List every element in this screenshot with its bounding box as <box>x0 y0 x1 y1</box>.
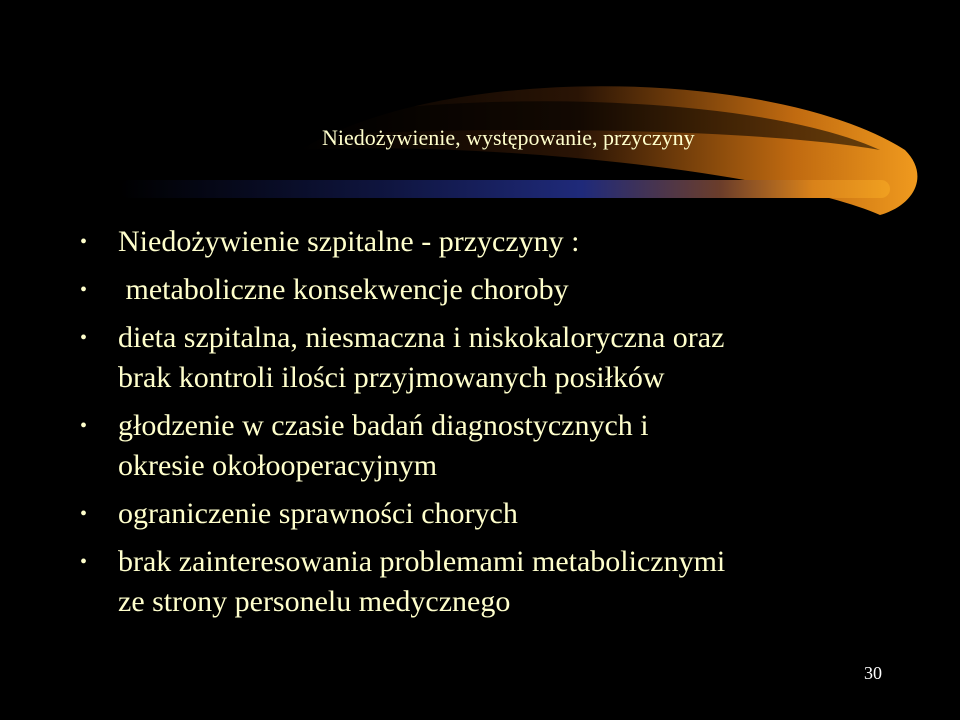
bullet-item <box>80 318 900 398</box>
slide-content <box>80 222 900 630</box>
bullet-text-line: brak kontroli ilości przyjmowanych posiłków <box>118 361 665 394</box>
bullet-text <box>118 318 900 398</box>
bullet-item <box>80 542 900 622</box>
bullet-item <box>80 270 900 310</box>
swoosh-bar <box>120 180 890 198</box>
bullet-item <box>80 222 900 262</box>
bullet-text-line: dieta szpitalna, niesmaczna i niskokaloryczna oraz <box>118 321 725 354</box>
bullet-text <box>118 542 900 622</box>
page-number: 30 <box>864 663 882 683</box>
bullet-text-line: brak zainteresowania problemami metabolicznymi <box>118 545 726 578</box>
bullet-dot-icon: • <box>80 231 88 253</box>
bullet-text <box>118 406 900 486</box>
bullet-text-line: głodzenie w czasie badań diagnostycznych i <box>118 409 649 442</box>
bullet-text <box>118 222 900 262</box>
bullet-text-line: Niedożywienie szpitalne - przyczyny : <box>118 225 580 258</box>
bullet-dot-icon: • <box>80 327 88 349</box>
bullet-text-line: ze strony personelu medycznego <box>118 585 511 618</box>
bullet-text-line: okresie okołooperacyjnym <box>118 449 438 482</box>
bullet-text-line: metaboliczne konsekwencje choroby <box>118 273 569 306</box>
bullet-item <box>80 494 900 534</box>
bullet-dot-icon: • <box>80 279 88 301</box>
bullet-dot-icon: • <box>80 551 88 573</box>
bullet-text-line: ograniczenie sprawności chorych <box>118 497 518 530</box>
bullet-item <box>80 406 900 486</box>
bullet-text <box>118 494 900 534</box>
bullet-text <box>118 270 900 310</box>
bullet-dot-icon: • <box>80 503 88 525</box>
slide-title: Niedożywienie, występowanie, przyczyny <box>322 125 695 150</box>
bullet-dot-icon: • <box>80 415 88 437</box>
bullet-list <box>80 222 900 622</box>
